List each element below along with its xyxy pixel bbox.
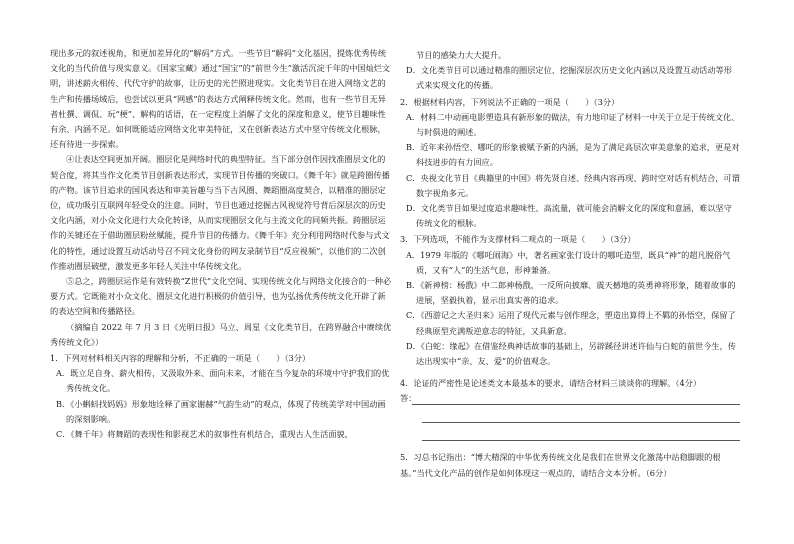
q1-option-b: B．《小蝌蚪找妈妈》形象地诠释了画家谢赫“气韵生动”的观点，体现了传统美学对中国动画的深刻影响。: [56, 398, 386, 424]
answer-line-1[interactable]: [412, 391, 740, 405]
left-column: [50, 46, 392, 442]
question-5: 5．习总书记指出：“博大精深的中华优秀传统文化是我们在世界文化激荡中站稳脚跟的根基。”当代文化产品的创作是如何体现这一观点的，请结合文本分析。（6分）: [400, 452, 721, 478]
q2-option-a: A．材料二中动画电影塑造具有新形象的做法，有力地印证了材料一中关于立足于传统文化、与时俱进的阐述。: [406, 111, 740, 138]
right-column: [400, 48, 740, 481]
question-4: 4．论证的严密性是论述类文本最基本的要求，请结合材料三谈谈你的理解。（4分）: [400, 378, 702, 389]
question-2: 2．根据材料内容，下列说法不正确的一项是（ ）（3分）: [400, 96, 620, 107]
source-citation: （摘编自 2022 年 7 月 3 日《光明日报》马立、周星《文化类节目，在跨界融合中赓续优秀传统文化》）: [50, 321, 392, 347]
q3-option-a: A．1979 年版的《哪吒闹海》中，著名画家张仃设计的哪吒造型，既具“神”的超凡脱俗气质，又有“人”的生活气息，形神兼备。: [406, 249, 731, 275]
q1-option-d: D．文化类节目可以通过精准的圈层定位、挖掘深层次历史文化内涵以及设置互动话动等形式来实现文化的传播。: [406, 65, 732, 91]
q2-option-c: C．央视文化节目《典籍里的中国》将先贤自述、经典内容再现、跨时空对话有机结合，可谓数字视角多元。: [406, 172, 740, 198]
question-3: 3．下列选项，不能作为支撑材料二观点的一项是（ ）（3分）: [400, 234, 636, 245]
q1-option-c: C．《舞千年》将舞蹈的表现性和影视艺术的叙事性有机结合，重现古人生活面貌，: [56, 429, 353, 440]
question-1: 1．下列对材料相关内容的理解和分析，不正确的一项是（ ）（3分）: [50, 353, 311, 364]
q3-option-c: C．《西游记之大圣归来》运用了现代元素与创作理念，塑造出算得上不羁的孙悟空，保留了经典原型充满叛逆意志的特征，又具新意。: [406, 310, 736, 336]
q2-option-d: D．文化类节目如果过度追求趣味性、高流量，就可能会消解文化的深度和意涵，难以坚守传统文化的根脉。: [406, 203, 732, 229]
paragraph-5: ⑤总之，跨圈层运作是有效转换“Z世代”文化空间、实现传统文化与网络文化接合的一种必要方式。它既能对小众文化、圈层文化进行积极的价值引导，也为弘扬优秀传统文化开辟了新的表达空间和传播路径。: [50, 276, 392, 317]
answer-line-3[interactable]: [422, 427, 740, 441]
answer-area: [400, 391, 740, 441]
q3-option-b: B．《新神榜：杨戬》中二郎神杨戬，一反所向披靡、震天撼地的英勇神将形象，随着故事的进展，坚毅执着，显示出真实善的追求。: [406, 280, 736, 306]
answer-label: 答：: [400, 393, 417, 404]
paragraph-4: ④让表达空间更加开阔。圈层化是网络时代的典型特征。当下部分创作因找准圈层文化的契合度，将其当作文化类节目创新表达形式，实现节目传播的突破口。《舞千年》就是跨圈传播的产物。该节目追求的国风表达和审美旨趣与当下古风圈、舞蹈圈高度契合，以精准的圈层定位，成功吸引互联网年轻受众的注意。同时，节目也通过挖掘古风视觉符号背后深层次的历史文化内涵，对小众文化进行大众化转译，从而实现圈层文化与主流文化的同频共振。跨圈层运作的关键还在于借助圈层粉丝赋能，提升节目的传播力。《舞千年》充分利用网络时代参与式文化的特性，通过设置互动话动号召不同文化身份的网友录制节目“反应视频”，以他们的二次创作推动圈层破壁，激发更多年轻人关注中华传统文化。: [50, 154, 390, 271]
answer-line-2[interactable]: [422, 409, 740, 423]
q3-option-d: D．《白蛇：缘起》在借鉴经典神话故事的基础上，另辟蹊径讲述许仙与白蛇的前世今生，传达出现实中“亲、友、爱”的价值观念。: [406, 340, 736, 367]
paragraph-continued: 现出多元的叙述视角，和更加差异化的“解码”方式。一些节目“解码”文化基因，提炼优秀传统文化的当代价值与现实意义。《国家宝藏》通过“国宝”的“前世今生”激活沉淀千年的中国灿烂文明，讲述薪火相传、代代守护的故事，让历史的光芒照进现实。文化类节目在进入网络文艺的生产和传播场域后，也尝试以更具“网感”的表达方式阐释传统文化。然而，也有一些节目无异者杜撰、调侃、玩“梗”、解构的话语，在一定程度上消解了文化的深度和意义，使节目趣味性有余、内涵不足。如何既能适应网络文化审美特征，又在创新表达方式中坚守传统文化根脉，还有待进一步探索。: [50, 48, 391, 150]
q1-option-c-end: 节目的感染力大大提升。: [416, 50, 507, 60]
q2-option-b: B．近年来孙悟空、哪吒的形象被赋予新的内涵，是为了满足高层次审美意象的追求，更是对科技进步的有力回应。: [406, 142, 740, 168]
q1-option-a: A．既立足自身、薪火相传，又汲取外来、面向未来，才能在当今复杂的环境中守护我们的优秀传统文化。: [56, 368, 390, 394]
